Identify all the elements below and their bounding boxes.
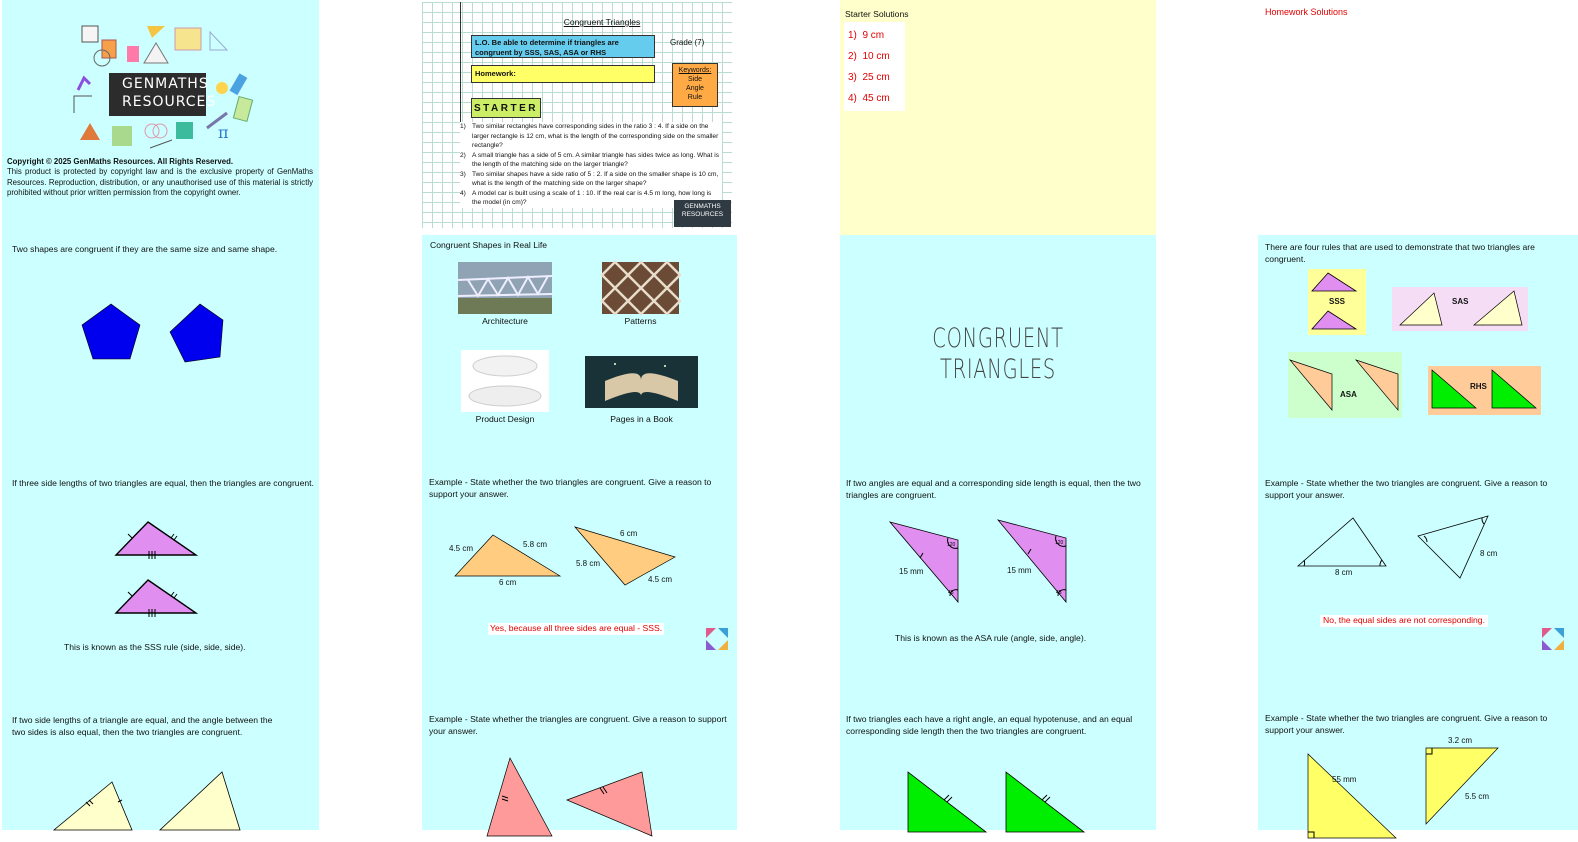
homework-solutions-title: Homework Solutions [1265, 7, 1348, 17]
worksheet-title: Congruent Triangles [563, 17, 641, 27]
ex2-label-right: 8 cm [1480, 549, 1498, 558]
ex1-label-c: 6 cm [499, 578, 517, 587]
slide-asa-rule [840, 470, 1156, 706]
question-1: 1) Two similar rectangles have corresponding sides in the ratio 3 : 4. If a side on the larger rectangle is 12 cm, what is the length of the corresponding side on the smaller rectangle? [460, 123, 719, 150]
worksheet-preview [422, 2, 732, 228]
architecture-label: Architecture [482, 316, 528, 326]
learning-objective: L.O. Be able to determine if triangles are congruent by SSS, SAS, ASA or RHS [471, 35, 655, 58]
patterns-photo [602, 262, 679, 314]
keywords-title: Keywords: [678, 67, 712, 74]
genmaths-corner-icon [706, 628, 728, 650]
logo-line1: GENMATHS [122, 76, 209, 92]
rhs-triangles [906, 772, 1106, 842]
logo-line2: RESOURCES [122, 94, 217, 110]
architecture-photo [458, 262, 552, 314]
definition-text: Two shapes are congruent if they are the same size and same shape. [12, 244, 278, 254]
question-3: 3) Two similar shapes have a side ratio of 5 : 2. If a side on the smaller shape is 10 cm, what is the length of the matching side on the larger shape? [460, 170, 719, 188]
example2-answer: No, the equal sides are not corresponding. [1320, 615, 1488, 627]
example4-text: Example - State whether the two triangles are congruent. Give a reason to support your answer. [1265, 713, 1548, 735]
slide-example-2 [1258, 470, 1578, 706]
real-life-title: Congruent Shapes in Real Life [430, 240, 548, 250]
worksheet-logo: GENMATHS RESOURCES [674, 200, 731, 227]
ex1-label-a: 4.5 cm [449, 544, 474, 553]
slide-sas-rule [2, 706, 319, 830]
slide-big-title [840, 235, 1156, 470]
starter-solutions-title: Starter Solutions [845, 9, 909, 19]
ex1-label-d: 6 cm [620, 529, 638, 538]
sas-card-label: SAS [1452, 297, 1469, 306]
blue-pentagons [80, 302, 230, 372]
example3-text: Example - State whether the triangles are congruent. Give a reason to support your answer. [429, 714, 727, 736]
starter-label: STARTER [471, 98, 541, 118]
slide-four-rules [1258, 235, 1578, 470]
svg-text:120: 120 [947, 542, 956, 548]
example1-text: Example - State whether the two triangles are congruent. Give a reason to support your answer. [429, 477, 712, 499]
book-pages-label: Pages in a Book [610, 414, 673, 424]
svg-text:45: 45 [948, 590, 954, 596]
answer-1: 1) 9 cm [848, 30, 885, 41]
answer-4: 4) 45 cm [848, 93, 890, 104]
patterns-label: Patterns [624, 316, 657, 326]
sss-rule-text: If three side lengths of two triangles are equal, then the triangles are congruent. [12, 478, 314, 488]
rhs-card [1428, 366, 1541, 415]
example1-triangles [455, 525, 685, 595]
asa-rule-text: If two angles are equal and a corresponding side length is equal, then the two triangles are congruent. [846, 478, 1141, 500]
keyword-2: Angle [686, 85, 704, 93]
asa-caption: This is known as the ASA rule (angle, side, angle). [895, 633, 1087, 643]
homework-solutions-panel [1258, 0, 1578, 235]
starter-solutions-panel [840, 0, 1156, 235]
asa-label-left: 15 mm [899, 567, 924, 576]
starter-answers [844, 22, 905, 111]
sss-card [1308, 269, 1366, 335]
asa-card-label: ASA [1340, 390, 1357, 399]
grade-label: Grade (7) [670, 38, 705, 47]
ex1-label-e: 5.8 cm [576, 559, 601, 568]
big-title-text: CONGRUENT TRIANGLES [932, 323, 1064, 385]
asa-card [1288, 352, 1402, 418]
asa-label-right: 15 mm [1007, 566, 1032, 575]
question-2: 2) A small triangle has a side of 5 cm. A similar triangle has sides twice as long. What is the length of the matching side on the larger triangle? [460, 151, 720, 169]
ex1-label-b: 5.8 cm [523, 540, 548, 549]
keyword-1: Side [687, 76, 702, 84]
asa-triangles [890, 520, 1090, 610]
slide-congruent-definition [2, 235, 319, 470]
sas-rule-text: If two side lengths of a triangle are equal, and the angle between the two sides is also equal, then the two triangles are congruent. [12, 715, 273, 737]
svg-text:120: 120 [1055, 540, 1064, 546]
example1-answer: Yes, because all three sides are equal - SSS. [490, 623, 663, 633]
slide-rhs-rule [840, 706, 1156, 830]
rhs-card-label: RHS [1470, 382, 1487, 391]
sss-triangles [114, 520, 204, 620]
slide-sss-rule [2, 470, 319, 706]
sss-card-label: SSS [1328, 297, 1345, 306]
ex4-label-right: 5.5 cm [1465, 792, 1490, 801]
keyword-3: Rule [687, 94, 703, 102]
book-pages-photo [585, 356, 698, 408]
slide-example-3 [422, 706, 737, 830]
example2-text: Example - State whether the two triangles are congruent. Give a reason to support your answer. [1265, 478, 1548, 500]
answer-2: 2) 10 cm [848, 51, 890, 62]
example3-triangles [492, 756, 662, 836]
svg-text:π: π [218, 123, 229, 142]
slide-real-life [422, 235, 737, 470]
slide-example-4 [1258, 706, 1578, 830]
pentagon-right [170, 304, 223, 362]
math-icon-cluster [72, 18, 262, 153]
product-design-photo [461, 350, 549, 412]
sss-caption: This is known as the SSS rule (side, side, side). [64, 642, 246, 652]
four-rules-text: There are four rules that are used to demonstrate that two triangles are congruent. [1265, 242, 1535, 264]
copyright-title: Copyright © 2025 GenMaths Resources. All Rights Reserved. [7, 157, 233, 166]
question-4: 4) A model car is built using a scale of 1 : 10. If the real car is 4.5 m long, how long is the model (in cm)? [460, 189, 712, 207]
genmaths-corner-icon-2 [1542, 628, 1564, 650]
sas-triangles [52, 780, 252, 840]
slide-example-1 [422, 470, 737, 706]
sas-card [1392, 287, 1528, 331]
svg-text:45: 45 [1056, 590, 1062, 596]
starter-questions [460, 122, 722, 208]
ex1-label-f: 4.5 cm [648, 575, 673, 584]
copyright-body: This product is protected by copyright law and is the exclusive property of GenMaths Resources. Reproduction, distribution, or any unauthorised use of this material is strictly prohibited without prior written permission from the copyright owner. [7, 167, 313, 198]
product-design-label: Product Design [475, 414, 535, 424]
ex4-label-left: 55 mm [1332, 775, 1357, 784]
example4-triangles [1306, 748, 1526, 838]
answer-3: 3) 25 cm [848, 72, 890, 83]
ex2-label-left: 8 cm [1335, 568, 1353, 577]
title-card [2, 0, 319, 235]
rhs-rule-text: If two triangles each have a right angle, an equal hypotenuse, and an equal corresponding side length then the two triangles are congruent. [846, 714, 1133, 736]
keywords-box [672, 63, 718, 107]
ex4-label-top: 3.2 cm [1448, 736, 1473, 745]
homework-box: Homework: [471, 65, 655, 83]
pentagon-left [82, 304, 140, 359]
